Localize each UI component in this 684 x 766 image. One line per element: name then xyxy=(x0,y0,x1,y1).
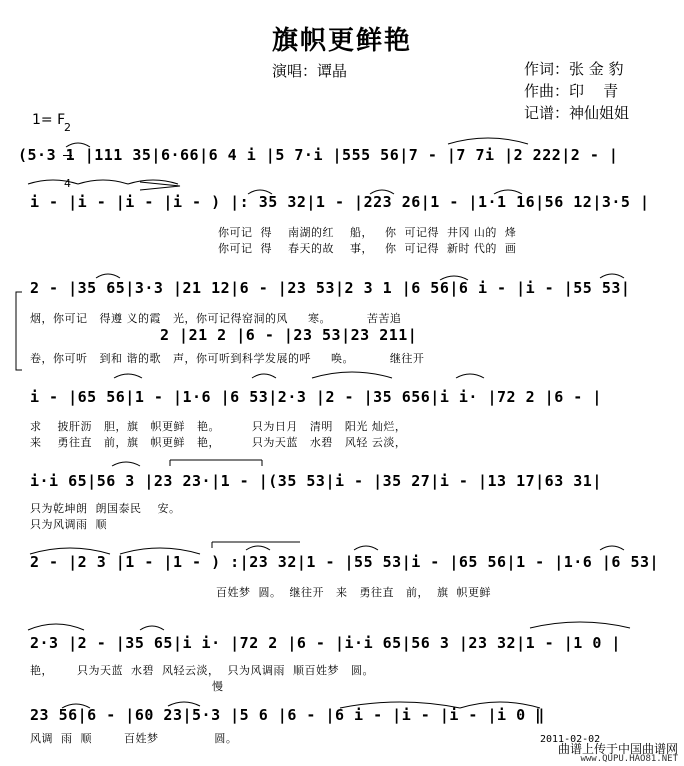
score-line-7: 2·3 |2 - |35 65|i i· |72 2 |6 - |i·i 65|56 3 |23 32|1 - |1 0 | xyxy=(30,634,621,652)
footer-date: 2011-02-02 xyxy=(540,734,601,745)
slur-mark xyxy=(114,372,484,378)
slur-mark xyxy=(448,138,528,144)
watermark-text: 曲谱上传于中国曲谱网 xyxy=(557,742,678,756)
lyric-line-2a: 你可记 得 南湖的红 船， 你 可记得 井冈 山的 烽 xyxy=(218,226,517,239)
volta-bracket xyxy=(212,542,300,548)
slur-mark xyxy=(28,622,630,630)
score-line-8: 23 56|6 - |60 23|5·3 |5 6 |6 - |6 i - |i - |i - |i 0 ‖ xyxy=(30,706,545,724)
score-line-1: (5·3 1 |111 35|6·66|6 4 i |5 7·i |555 56|7 - |7 7i |2 222|2 - | xyxy=(18,146,619,164)
slur-mark xyxy=(246,546,624,550)
score-line-2: i - |i - |i - |i - ) |: 35 32|1 - |223 26|1 - |1·1 16|56 12|3·5 | xyxy=(30,193,650,211)
watermark-url: www.QUPU.HAO81.NET xyxy=(580,754,678,764)
score-line-4: i - |65 56|1 - |1·6 |6 53|2·3 |2 - |35 656|i i· |72 2 |6 - | xyxy=(30,388,602,406)
composer-credit: 作曲：印 青 xyxy=(524,82,619,100)
score-line-3: 2 - |35 65|3·3 |21 12|6 - |23 53|2 3 1 |6 56|6 i - |i - |55 53| xyxy=(30,279,631,297)
meter-top: 2 xyxy=(64,121,71,134)
lyricist-credit: 作词：张 金 豹 xyxy=(524,60,624,78)
lyric-line-7: 艳， 只为天蓝 水碧 风轻云淡， 只为风调雨 顺百姓梦 圆。 xyxy=(30,664,374,677)
lyric-line-4b: 来 勇往直 前，旗 帜更鲜 艳， 只为天蓝 水碧 风轻 云淡， xyxy=(30,436,407,449)
lyric-line-2b: 你可记 得 春天的故 事， 你 可记得 新时 代的 画 xyxy=(218,242,517,255)
score-line-5: i·i 65|56 3 |23 23·|1 - |(35 53|i - |35 27|i - |13 17|63 31| xyxy=(30,472,602,490)
meter-bottom: 4 xyxy=(64,177,71,190)
song-title: 旗帜更鲜艳 xyxy=(271,26,412,56)
lyric-line-5b: 只为风调雨 顺 xyxy=(30,518,107,531)
bracket-mark xyxy=(16,292,22,370)
tempo-mark: 慢 xyxy=(212,680,224,693)
volta-bracket xyxy=(170,460,262,466)
lyric-line-5a: 只为乾坤朗 朗国泰民 安。 xyxy=(30,502,181,515)
score-line-6: 2 - |2 3 |1 - |1 - ) :|23 32|1 - |55 53|i - |65 56|1 - |1·6 |6 53| xyxy=(30,553,660,571)
slur-mark xyxy=(112,462,140,466)
lyric-line-3b: 卷，你可听 到和 谐的歌 声，你可听到科学发展的呼 唤。 继往开 xyxy=(30,352,425,365)
lyric-line-3a: 烟，你可记 得遵 义的霞 光，你可记得窑洞的风 寒。 苦苦追 xyxy=(30,312,402,325)
lyric-line-6: 百姓梦 圆。 继往开 来 勇往直 前， 旗 帜更鲜 xyxy=(216,586,491,599)
lyric-line-8: 风调 雨 顺 百姓梦 圆。 xyxy=(30,732,238,745)
score-line-3-alt: 2 |21 2 |6 - |23 53|23 211| xyxy=(160,326,418,344)
lyric-line-4a: 求 披肝沥 胆，旗 帜更鲜 艳。 只为日月 清明 阳光 灿烂， xyxy=(30,420,407,433)
transcriber-credit: 记谱：神仙姐姐 xyxy=(524,104,630,122)
singer-credit: 演唱：谭晶 xyxy=(272,62,348,80)
key-signature: 1= F xyxy=(32,112,66,128)
